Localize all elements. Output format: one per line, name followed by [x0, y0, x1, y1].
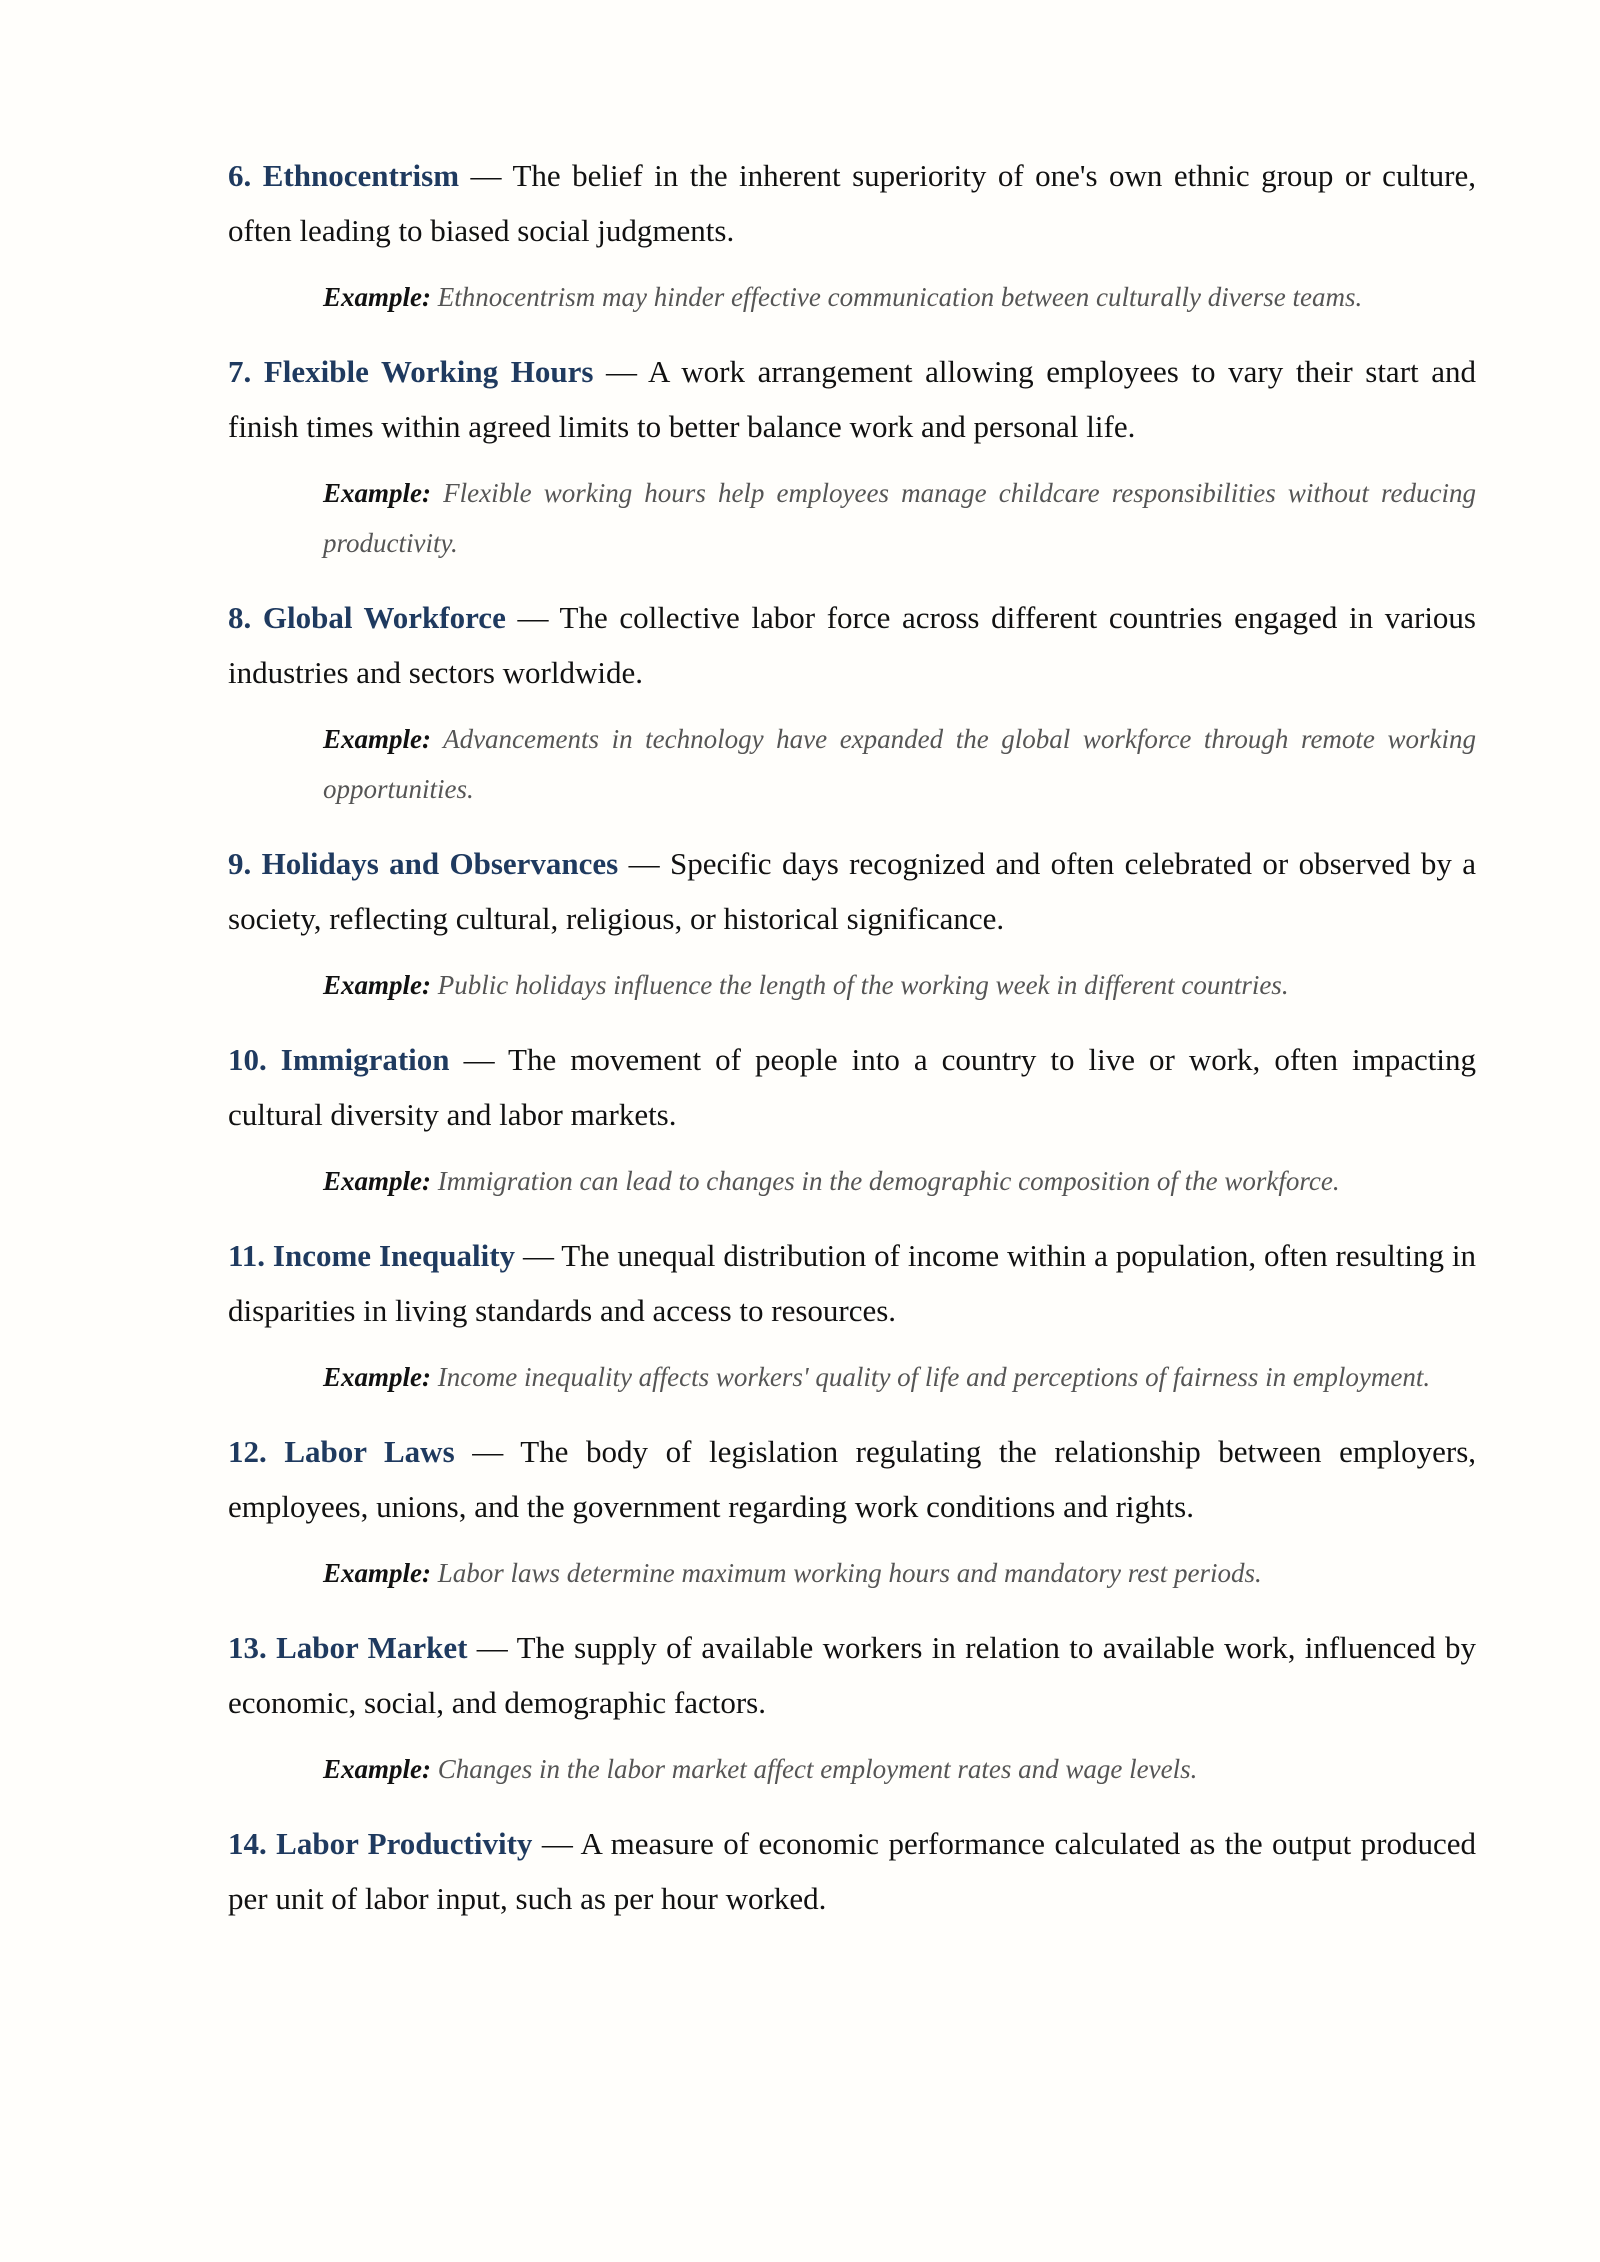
- glossary-entry: [228, 148, 1476, 322]
- example-paragraph: [323, 960, 1476, 1010]
- glossary-page: [228, 148, 1476, 1926]
- example-text: Ethnocentrism may hinder effective communication between culturally diverse teams.: [437, 282, 1363, 312]
- glossary-entry: [228, 1816, 1476, 1926]
- em-dash: —: [541, 1826, 573, 1861]
- glossary-entry: [228, 1228, 1476, 1402]
- definition-paragraph: [228, 1620, 1476, 1730]
- definition-paragraph: [228, 1032, 1476, 1142]
- example-label: Example:: [323, 1362, 431, 1392]
- term-heading: 12. Labor Laws: [228, 1434, 455, 1469]
- definition-text: The belief in the inherent superiority of one's own ethnic group or culture, often leading to biased social judgments.: [228, 158, 1477, 248]
- definition-paragraph: [228, 1228, 1476, 1338]
- em-dash: —: [470, 158, 502, 193]
- em-dash: —: [472, 1434, 504, 1469]
- definition-text: Specific days recognized and often celebrated or observed by a society, reflecting cultural, religious, or historical significance.: [228, 846, 1476, 936]
- example-paragraph: [323, 272, 1476, 322]
- example-label: Example:: [323, 478, 431, 508]
- glossary-entry: [228, 590, 1476, 814]
- term-heading: 6. Ethnocentrism: [228, 158, 460, 193]
- example-label: Example:: [323, 282, 431, 312]
- definition-text: The movement of people into a country to live or work, often impacting cultural diversity and labor markets.: [228, 1042, 1477, 1132]
- glossary-entry: [228, 344, 1476, 568]
- example-text: Advancements in technology have expanded the global workforce through remote working opportunities.: [323, 724, 1476, 804]
- example-label: Example:: [323, 1754, 431, 1784]
- em-dash: —: [476, 1630, 508, 1665]
- definition-text: The collective labor force across different countries engaged in various industries and sectors worldwide.: [228, 600, 1476, 690]
- example-label: Example:: [323, 1558, 431, 1588]
- example-paragraph: [323, 1548, 1476, 1598]
- term-heading: 13. Labor Market: [228, 1630, 468, 1665]
- example-label: Example:: [323, 970, 431, 1000]
- definition-paragraph: [228, 148, 1476, 258]
- em-dash: —: [522, 1238, 554, 1273]
- term-heading: 14. Labor Productivity: [228, 1826, 533, 1861]
- term-heading: 8. Global Workforce: [228, 600, 506, 635]
- example-text: Changes in the labor market affect employment rates and wage levels.: [437, 1754, 1198, 1784]
- em-dash: —: [463, 1042, 495, 1077]
- definition-paragraph: [228, 1424, 1476, 1534]
- example-paragraph: [323, 1744, 1476, 1794]
- definition-text: The supply of available workers in relation to available work, influenced by economic, social, and demographic factors.: [228, 1630, 1476, 1720]
- em-dash: —: [517, 600, 549, 635]
- definition-paragraph: [228, 344, 1476, 454]
- term-heading: 9. Holidays and Observances: [228, 846, 619, 881]
- example-paragraph: [323, 1352, 1476, 1402]
- example-text: Labor laws determine maximum working hours and mandatory rest periods.: [437, 1558, 1262, 1588]
- glossary-entry: [228, 836, 1476, 1010]
- example-paragraph: [323, 1156, 1476, 1206]
- example-text: Public holidays influence the length of the working week in different countries.: [437, 970, 1289, 1000]
- glossary-entry: [228, 1424, 1476, 1598]
- definition-paragraph: [228, 590, 1476, 700]
- example-text: Flexible working hours help employees manage childcare responsibilities without reducing productivity.: [323, 478, 1477, 558]
- term-heading: 7. Flexible Working Hours: [228, 354, 594, 389]
- glossary-entry: [228, 1620, 1476, 1794]
- glossary-entry: [228, 1032, 1476, 1206]
- definition-text: A measure of economic performance calculated as the output produced per unit of labor input, such as per hour worked.: [228, 1826, 1476, 1916]
- definition-text: The body of legislation regulating the relationship between employers, employees, unions, and the government regarding work conditions and rights.: [228, 1434, 1477, 1524]
- em-dash: —: [606, 354, 638, 389]
- definition-text: A work arrangement allowing employees to vary their start and finish times within agreed limits to better balance work and personal life.: [228, 354, 1477, 444]
- term-heading: 11. Income Inequality: [228, 1238, 516, 1273]
- example-text: Immigration can lead to changes in the demographic composition of the workforce.: [437, 1166, 1340, 1196]
- em-dash: —: [628, 846, 660, 881]
- definition-text: The unequal distribution of income within a population, often resulting in disparities in living standards and access to resources.: [228, 1238, 1477, 1328]
- term-heading: 10. Immigration: [228, 1042, 450, 1077]
- definition-paragraph: [228, 1816, 1476, 1926]
- example-text: Income inequality affects workers' quality of life and perceptions of fairness in employment.: [437, 1362, 1431, 1392]
- example-label: Example:: [323, 724, 431, 754]
- example-label: Example:: [323, 1166, 431, 1196]
- example-paragraph: [323, 468, 1476, 568]
- definition-paragraph: [228, 836, 1476, 946]
- example-paragraph: [323, 714, 1476, 814]
